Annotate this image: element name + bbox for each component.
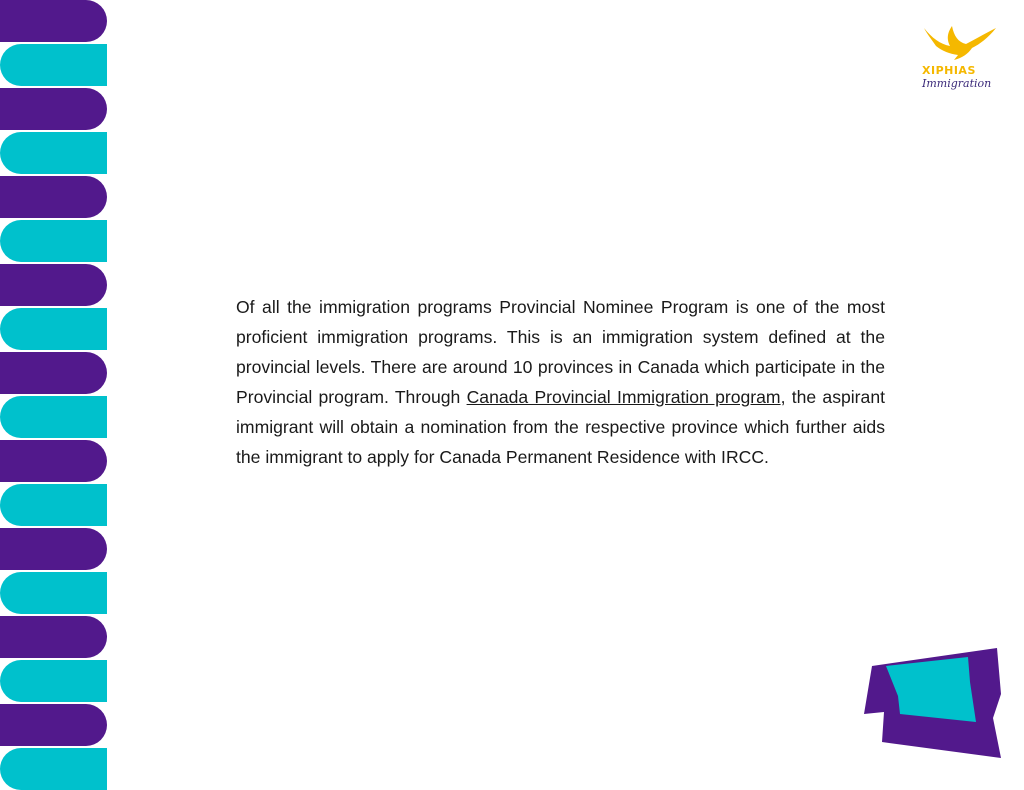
- stripe-purple: [0, 704, 107, 746]
- stripe-teal: [0, 308, 107, 350]
- stripe-teal: [0, 660, 107, 702]
- stripe-teal: [0, 44, 107, 86]
- stripe-purple: [0, 264, 107, 306]
- company-logo: [916, 24, 996, 94]
- stripe-purple: [0, 528, 107, 570]
- stripe-purple: [0, 0, 107, 42]
- logo-subtitle: Immigration: [922, 77, 992, 90]
- stripe-teal: [0, 132, 107, 174]
- stripe-teal: [0, 484, 107, 526]
- decorative-stripes: [0, 0, 108, 768]
- flying-bird-icon: [922, 24, 998, 64]
- stripe-teal: [0, 748, 107, 790]
- stripe-teal: [0, 220, 107, 262]
- corner-decoration: [860, 640, 1006, 764]
- canada-provincial-immigration-link[interactable]: Canada Provincial Immigration program: [466, 387, 781, 407]
- stripe-purple: [0, 176, 107, 218]
- stripe-teal: [0, 396, 107, 438]
- paragraph-text-end: , the aspirant immigrant will obtain a nomination from the respective province which further aids the immigrant to apply for Canada Permanent Residence with IRCC.: [236, 387, 885, 467]
- body-paragraph: [236, 292, 885, 472]
- logo-brand: XIPHIAS: [922, 64, 976, 77]
- paragraph-text-start: Of all the immigration programs Provincial Nominee Program is one of the most proficient immigration programs. This is an immigration system defined at the provincial levels. There are around 10 provinces in Canada which participate in the Provincial program. Through: [236, 297, 885, 407]
- stripe-teal: [0, 572, 107, 614]
- stripe-purple: [0, 616, 107, 658]
- stripe-purple: [0, 352, 107, 394]
- stripe-purple: [0, 440, 107, 482]
- stripe-purple: [0, 88, 107, 130]
